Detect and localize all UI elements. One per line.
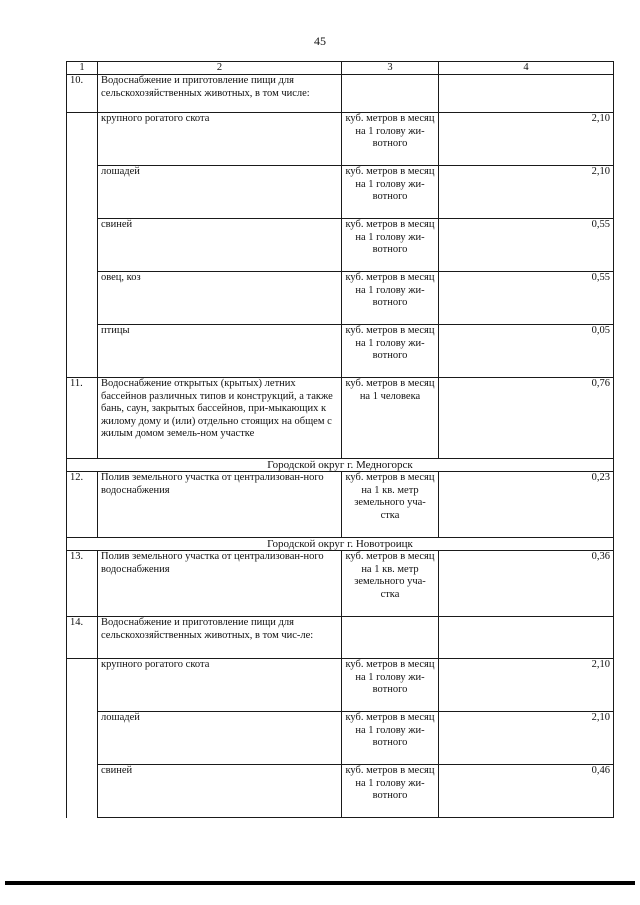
unit-cell: куб. метров в месяц на 1 голову жи-вотного bbox=[342, 219, 439, 272]
table-row bbox=[67, 659, 614, 712]
column-header: 4 bbox=[439, 62, 614, 75]
table-row bbox=[67, 325, 614, 378]
unit-cell bbox=[342, 75, 439, 113]
description-cell: птицы bbox=[98, 325, 342, 378]
norm-value-cell: 0,23 bbox=[439, 472, 614, 538]
table-row bbox=[67, 219, 614, 272]
table-row bbox=[67, 617, 614, 659]
description-cell: овец, коз bbox=[98, 272, 342, 325]
row-number-cell: 10. bbox=[67, 75, 98, 113]
table-row bbox=[67, 272, 614, 325]
table-row bbox=[67, 765, 614, 818]
table-row bbox=[67, 712, 614, 765]
row-number-cell bbox=[67, 219, 98, 272]
norm-value-cell bbox=[439, 617, 614, 659]
row-number-cell bbox=[67, 272, 98, 325]
norm-value-cell: 0,55 bbox=[439, 272, 614, 325]
consumption-norms-table bbox=[66, 61, 614, 818]
description-cell: Полив земельного участка от централизован-ного водоснабжения bbox=[98, 551, 342, 617]
section-title: Городской округ г. Новотроицк bbox=[67, 538, 614, 551]
table-body bbox=[67, 75, 614, 818]
row-number-cell bbox=[67, 113, 98, 166]
column-number-row bbox=[67, 62, 614, 75]
row-number-cell: 13. bbox=[67, 551, 98, 617]
column-header: 3 bbox=[342, 62, 439, 75]
unit-cell: куб. метров в месяц на 1 кв. метр земельного уча-стка bbox=[342, 472, 439, 538]
section-row bbox=[67, 459, 614, 472]
row-number-cell: 11. bbox=[67, 378, 98, 459]
description-cell: Полив земельного участка от централизован-ного водоснабжения bbox=[98, 472, 342, 538]
unit-cell: куб. метров в месяц на 1 голову жи-вотного bbox=[342, 272, 439, 325]
unit-cell: куб. метров в месяц на 1 голову жи-вотного bbox=[342, 113, 439, 166]
norm-value-cell: 0,36 bbox=[439, 551, 614, 617]
description-cell: крупного рогатого скота bbox=[98, 659, 342, 712]
row-number-cell bbox=[67, 659, 98, 712]
unit-cell: куб. метров в месяц на 1 кв. метр земельного уча-стка bbox=[342, 551, 439, 617]
row-number-cell bbox=[67, 765, 98, 818]
row-number-cell bbox=[67, 712, 98, 765]
norm-value-cell: 0,05 bbox=[439, 325, 614, 378]
table-row bbox=[67, 75, 614, 113]
table-row bbox=[67, 378, 614, 459]
row-number-cell: 14. bbox=[67, 617, 98, 659]
table-row bbox=[67, 166, 614, 219]
norm-value-cell: 2,10 bbox=[439, 113, 614, 166]
row-number-cell bbox=[67, 325, 98, 378]
unit-cell: куб. метров в месяц на 1 голову жи-вотного bbox=[342, 659, 439, 712]
norm-value-cell: 2,10 bbox=[439, 166, 614, 219]
unit-cell: куб. метров в месяц на 1 голову жи-вотного bbox=[342, 765, 439, 818]
section-title: Городской округ г. Медногорск bbox=[67, 459, 614, 472]
norm-value-cell bbox=[439, 75, 614, 113]
description-cell: крупного рогатого скота bbox=[98, 113, 342, 166]
bottom-rule bbox=[5, 881, 635, 885]
description-cell: Водоснабжение и приготовление пищи для сельскохозяйственных животных, в том числе: bbox=[98, 75, 342, 113]
column-header: 2 bbox=[98, 62, 342, 75]
unit-cell: куб. метров в месяц на 1 голову жи-вотного bbox=[342, 166, 439, 219]
page-number: 45 bbox=[314, 34, 326, 48]
table-row bbox=[67, 113, 614, 166]
description-cell: свиней bbox=[98, 219, 342, 272]
norm-value-cell: 2,10 bbox=[439, 712, 614, 765]
unit-cell: куб. метров в месяц на 1 голову жи-вотного bbox=[342, 712, 439, 765]
table-row bbox=[67, 472, 614, 538]
description-cell: свиней bbox=[98, 765, 342, 818]
description-cell: лошадей bbox=[98, 712, 342, 765]
row-number-cell: 12. bbox=[67, 472, 98, 538]
norm-value-cell: 0,76 bbox=[439, 378, 614, 459]
table-row bbox=[67, 551, 614, 617]
unit-cell: куб. метров в месяц на 1 голову жи-вотного bbox=[342, 325, 439, 378]
unit-cell bbox=[342, 617, 439, 659]
section-row bbox=[67, 538, 614, 551]
unit-cell: куб. метров в месяц на 1 человека bbox=[342, 378, 439, 459]
norm-value-cell: 2,10 bbox=[439, 659, 614, 712]
row-number-cell bbox=[67, 166, 98, 219]
norm-value-cell: 0,55 bbox=[439, 219, 614, 272]
description-cell: Водоснабжение открытых (крытых) летних бассейнов различных типов и конструкций, а также бань, саун, закрытых бассейнов, при-мыкающих к жилому дому и (или) отдельно стоящих на общем с жилым домом земель-ном участке bbox=[98, 378, 342, 459]
description-cell: лошадей bbox=[98, 166, 342, 219]
norm-value-cell: 0,46 bbox=[439, 765, 614, 818]
column-header: 1 bbox=[67, 62, 98, 75]
description-cell: Водоснабжение и приготовление пищи для сельскохозяйственных животных, в том чис-ле: bbox=[98, 617, 342, 659]
